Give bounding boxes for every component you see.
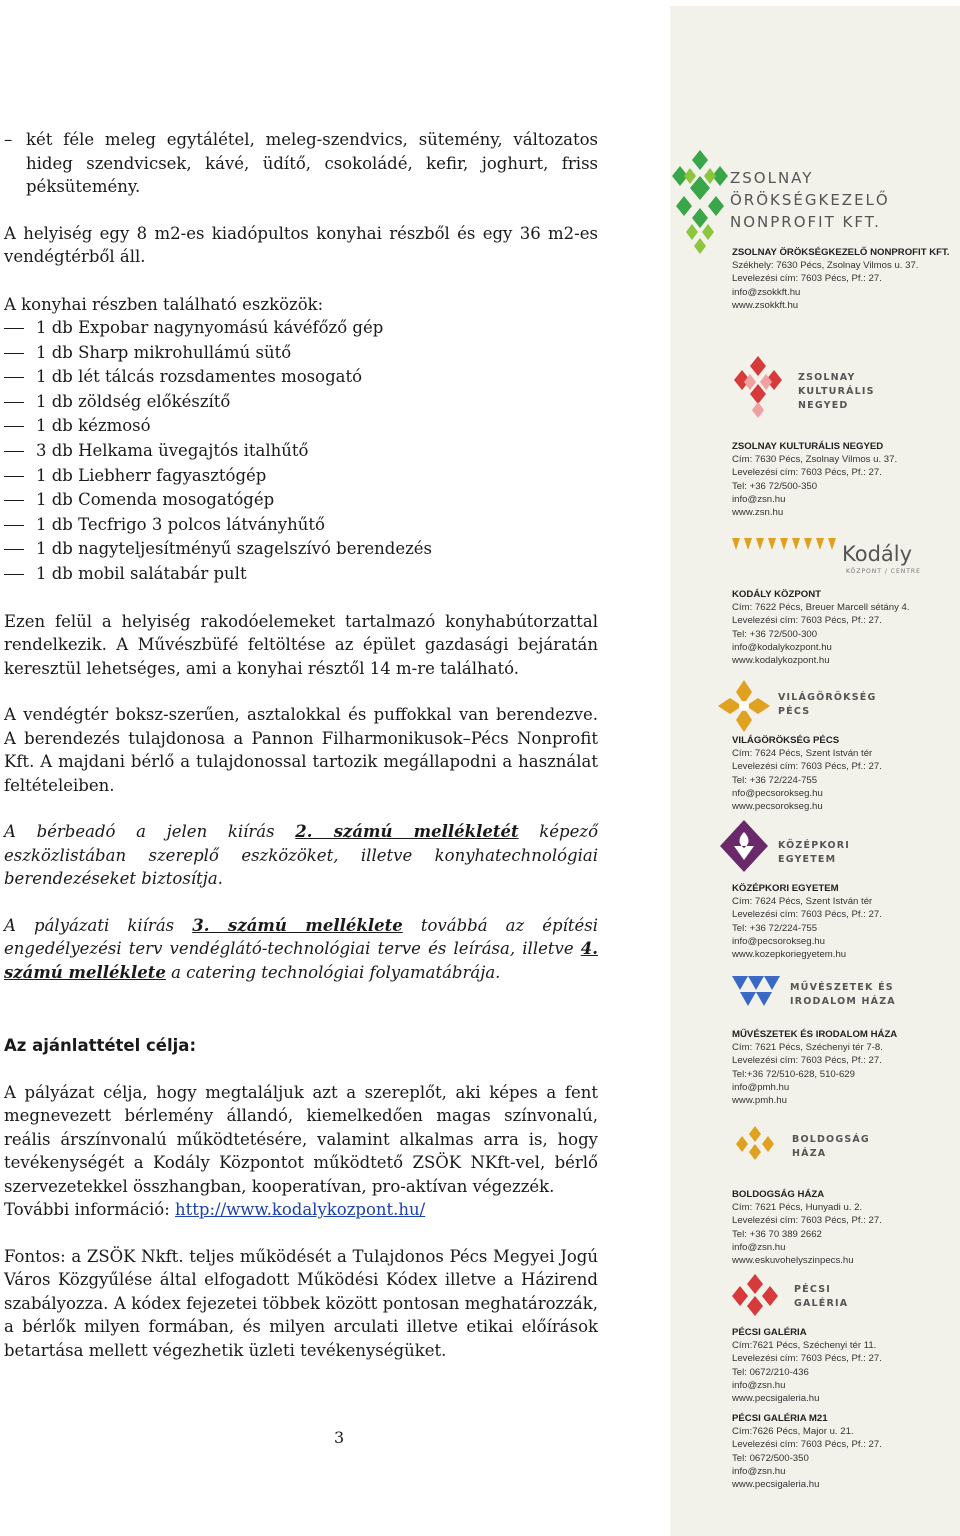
kodaly-logo-icon <box>728 530 838 570</box>
zsn-name-line: ZSOLNAY <box>798 372 856 383</box>
zsn-contact <box>732 440 897 519</box>
annex-paragraph <box>4 914 598 985</box>
pmh-email[interactable]: info@pmh.hu <box>732 1081 790 1093</box>
list-item: 1 db Tecfrigo 3 polcos látványhűtő <box>4 513 598 538</box>
zsok-contact-title: ZSOLNAY ÖRÖKSÉGKEZELŐ NONPROFIT KFT. <box>732 247 950 258</box>
vilagorokseg-phone: Tel: +36 72/224-755 <box>732 774 818 786</box>
zsn-name-line: KULTURÁLIS <box>798 386 875 397</box>
annex-4-reference: 4. számú melléklete <box>4 939 598 982</box>
galeria-m21-phone: Tel: 0672/500-350 <box>732 1452 809 1464</box>
pmh-website[interactable]: www.pmh.hu <box>732 1095 787 1107</box>
kozepkori-logo-icon <box>716 818 772 874</box>
galeria-m21-contact <box>732 1412 882 1491</box>
vilagorokseg-contact <box>732 734 882 813</box>
list-item: 1 db Comenda mosogatógép <box>4 488 598 513</box>
galeria-address: Cím:7621 Pécs, Széchenyi tér 11. <box>732 1340 877 1352</box>
zsn-postal: Levelezési cím: 7603 Pécs, Pf.: 27. <box>732 467 882 479</box>
zsok-email[interactable]: info@zsokkft.hu <box>732 286 801 298</box>
pmh-contact-title: MŰVÉSZETEK ÉS IRODALOM HÁZA <box>732 1029 898 1040</box>
list-item: 1 db lét tálcás rozsdamentes mosogató <box>4 365 598 390</box>
galeria-name-line: GALÉRIA <box>794 1298 849 1309</box>
galeria-m21-email[interactable]: info@zsn.hu <box>732 1465 786 1477</box>
section-heading: Az ajánlattétel célja: <box>4 1036 197 1056</box>
pmh-name-line: IRODALOM HÁZA <box>790 996 896 1007</box>
intro-paragraph <box>4 128 598 199</box>
kodaly-address: Cím: 7622 Pécs, Breuer Marcell sétány 4. <box>732 602 910 614</box>
list-item: 1 db zöldség előkészítő <box>4 390 598 415</box>
room-paragraph: A helyiség egy 8 m2-es kiadópultos konyhai részből és egy 36 m2-es vendégtérből áll. <box>4 223 598 266</box>
galeria-m21-contact-title: PÉCSI GALÉRIA M21 <box>732 1413 828 1424</box>
kodaly-email[interactable]: info@kodalykozpont.hu <box>732 641 832 653</box>
kozepkori-phone: Tel: +36 72/224-755 <box>732 922 818 934</box>
galeria-phone: Tel: 0672/210-436 <box>732 1366 809 1378</box>
boldogsag-name-line: BOLDOGSÁG <box>792 1134 870 1145</box>
boldogsag-contact-title: BOLDOGSÁG HÁZA <box>732 1189 825 1200</box>
galeria-postal: Levelezési cím: 7603 Pécs, Pf.: 27. <box>732 1353 882 1365</box>
annex-3-reference: 3. számú melléklete <box>192 915 403 935</box>
vilagorokseg-logo-icon <box>716 678 772 734</box>
zsok-name-line: ÖRÖKSÉGKEZELŐ <box>730 191 890 209</box>
document-body <box>4 128 598 1362</box>
zsn-name-line: NEGYED <box>798 400 849 411</box>
kodaly-phone: Tel: +36 72/500-300 <box>732 628 818 640</box>
list-item: 1 db Sharp mikrohullámú sütő <box>4 341 598 366</box>
tools-list <box>4 316 598 587</box>
important-paragraph: Fontos: a ZSÖK Nkft. teljes működését a Tulajdonos Pécs Megyei Jogú Város Közgyűlése által elfogadott Működési Kódex illetve a Házirend szabályozza. A kódex fejezetei többek között pontosan meghatározzák, a bérlők milyen formában, és milyen arculati illetve etikai előírások betartása mellett végezhetik üzleti tevékenységüket. <box>4 1246 598 1360</box>
kodaly-website[interactable]: www.kodalykozpont.hu <box>732 655 830 667</box>
boldogsag-phone: Tel: +36 70 389 2662 <box>732 1228 822 1240</box>
zsok-address: Székhely: 7630 Pécs, Zsolnay Vilmos u. 37. <box>732 260 919 272</box>
list-item: 1 db kézmosó <box>4 414 598 439</box>
goal-paragraph <box>4 1081 598 1222</box>
kodaly-wordmark: Kodály <box>842 542 913 566</box>
page-number: 3 <box>334 1428 345 1447</box>
tools-title: A konyhai részben található eszközök: <box>4 294 324 314</box>
kodaly-website-link[interactable]: http://www.kodalykozpont.hu/ <box>175 1200 426 1220</box>
kozepkori-name-line: EGYETEM <box>778 854 837 865</box>
list-item: 1 db Liebherr fagyasztógép <box>4 464 598 489</box>
vilagorokseg-contact-title: VILÁGÖRÖKSÉG PÉCS <box>732 735 840 746</box>
kozepkori-address: Cím: 7624 Pécs, Szent István tér <box>732 896 873 908</box>
galeria-contact <box>732 1326 882 1405</box>
zsn-contact-title: ZSOLNAY KULTURÁLIS NEGYED <box>732 441 884 452</box>
pmh-name-line: MŰVÉSZETEK ÉS <box>790 982 894 993</box>
pmh-contact <box>732 1028 897 1107</box>
zsn-phone: Tel: +36 72/500-350 <box>732 480 818 492</box>
organizations-sidebar <box>670 6 960 1536</box>
galeria-m21-website[interactable]: www.pecsigaleria.hu <box>732 1479 820 1491</box>
zsn-website[interactable]: www.zsn.hu <box>732 507 784 519</box>
galeria-website[interactable]: www.pecsigaleria.hu <box>732 1393 820 1405</box>
annex-text-a: A pályázati kiírás <box>4 915 193 935</box>
kozepkori-contact <box>732 882 882 961</box>
pmh-address: Cím: 7621 Pécs, Széchenyi tér 7-8. <box>732 1042 883 1054</box>
lessor-text-c: képező eszközlistában szereplő eszközöket, illetve konyhatechnológiai berendezéseket biztosítja. <box>4 822 598 889</box>
kozepkori-name-line: KÖZÉPKORI <box>778 840 851 851</box>
vilagorokseg-postal: Levelezési cím: 7603 Pécs, Pf.: 27. <box>732 761 882 773</box>
list-item: 1 db Expobar nagynyomású kávéfőző gép <box>4 316 598 341</box>
pmh-phone: Tel:+36 72/510-628, 510-629 <box>732 1068 855 1080</box>
zsok-name-line: ZSOLNAY <box>730 169 814 187</box>
intro-text: két féle meleg egytálétel, meleg-szendvics, sütemény, változatos hideg szendvicsek, kávé, üdítő, csokoládé, kefir, joghurt, friss péksütemény. <box>26 130 598 196</box>
vilagorokseg-name-line: VILÁGÖRÖKSÉG <box>778 692 877 703</box>
pmh-postal: Levelezési cím: 7603 Pécs, Pf.: 27. <box>732 1055 882 1067</box>
list-item: 1 db mobil salátabár pult <box>4 562 598 587</box>
lessor-paragraph <box>4 820 598 891</box>
annex-text-c: továbbá az építési engedélyezési terv vendéglátó-technológiai terve és leírása, illetve <box>4 915 598 959</box>
zsok-website[interactable]: www.zsokkft.hu <box>732 299 799 311</box>
vilagorokseg-email[interactable]: nfo@pecsorokseg.hu <box>732 787 823 799</box>
zsok-logo-icon <box>670 146 730 266</box>
boldogsag-logo-icon <box>730 1124 780 1164</box>
galeria-m21-address: Cím:7626 Pécs, Major u. 21. <box>732 1426 854 1438</box>
kodaly-contact-title: KODÁLY KÖZPONT <box>732 589 822 600</box>
list-item: 1 db nagyteljesítményű szagelszívó berendezés <box>4 537 598 562</box>
vilagorokseg-address: Cím: 7624 Pécs, Szent István tér <box>732 748 873 760</box>
zsok-postal: Levelezési cím: 7603 Pécs, Pf.: 27. <box>732 273 882 285</box>
galeria-name-line: PÉCSI <box>794 1284 831 1295</box>
zsn-logo-icon <box>728 356 788 420</box>
zsok-contact <box>732 246 949 312</box>
annex-text-e: a catering technológiai folyamatábrája. <box>165 962 501 982</box>
pmh-logo-icon <box>728 974 782 1008</box>
kozepkori-email[interactable]: info@pecsorokseg.hu <box>732 935 825 947</box>
furniture-paragraph: Ezen felül a helyiség rakodóelemeket tartalmazó konyhabútorzattal rendelkezik. A Művészbüfé feltöltése az épület gazdasági bejáratán keresztül lehetséges, ami a konyhai résztől 14 m-re található. <box>4 611 598 678</box>
info-label: További információ: <box>4 1200 176 1220</box>
kozepkori-postal: Levelezési cím: 7603 Pécs, Pf.: 27. <box>732 909 882 921</box>
goal-text: A pályázat célja, hogy megtaláljuk azt a szereplőt, aki képes a fent megnevezett bérlemény állandó, kiemelkedően magas színvonalú, reális árszínvonalú működtetésére, valamint alkalmas arra is, hogy tevékenységét a Kodály Központot működtető ZSÖK NKft-vel, bérlő szervezetekkel összhangban, kooperatívan, pro-aktívan végezzék. <box>4 1082 598 1196</box>
kozepkori-website[interactable]: www.kozepkoriegyetem.hu <box>732 949 847 961</box>
boldogsag-name-line: HÁZA <box>792 1148 827 1159</box>
galeria-email[interactable]: info@zsn.hu <box>732 1379 786 1391</box>
kozepkori-contact-title: KÖZÉPKORI EGYETEM <box>732 883 839 894</box>
galeria-m21-postal: Levelezési cím: 7603 Pécs, Pf.: 27. <box>732 1439 882 1451</box>
guest-area-paragraph: A vendégtér boksz-szerűen, asztalokkal és puffokkal van berendezve. A berendezés tulajdonosa a Pannon Filharmonikusok–Pécs Nonprofit Kft. A majdani bérlő a tulajdonossal tartozik megállapodni a használat feltételeiben. <box>4 705 598 795</box>
galeria-contact-title: PÉCSI GALÉRIA <box>732 1327 807 1338</box>
intro-dash: – <box>4 130 13 149</box>
vilagorokseg-website[interactable]: www.pecsorokseg.hu <box>732 801 823 813</box>
boldogsag-postal: Levelezési cím: 7603 Pécs, Pf.: 27. <box>732 1215 882 1227</box>
list-item: 3 db Helkama üvegajtós italhűtő <box>4 439 598 464</box>
lessor-text-a: A bérbeadó a jelen kiírás <box>4 822 296 842</box>
annex-2-reference: 2. számú mellékletét <box>295 822 519 842</box>
boldogsag-address: Cím: 7621 Pécs, Hunyadi u. 2. <box>732 1202 863 1214</box>
zsn-email[interactable]: info@zsn.hu <box>732 493 786 505</box>
vilagorokseg-name-line: PÉCS <box>778 706 811 717</box>
kodaly-contact <box>732 588 910 667</box>
galeria-logo-icon <box>728 1272 782 1318</box>
zsok-name-line: NONPROFIT KFT. <box>730 213 881 231</box>
kodaly-postal: Levelezési cím: 7603 Pécs, Pf.: 27. <box>732 615 882 627</box>
boldogsag-email[interactable]: info@zsn.hu <box>732 1241 786 1253</box>
zsn-address: Cím: 7630 Pécs, Zsolnay Vilmos u. 37. <box>732 454 898 466</box>
boldogsag-contact <box>732 1188 882 1267</box>
boldogsag-website[interactable]: www.eskuvohelyszinpecs.hu <box>732 1255 854 1267</box>
kodaly-subtitle: KÖZPONT / CENTRE <box>846 568 921 575</box>
